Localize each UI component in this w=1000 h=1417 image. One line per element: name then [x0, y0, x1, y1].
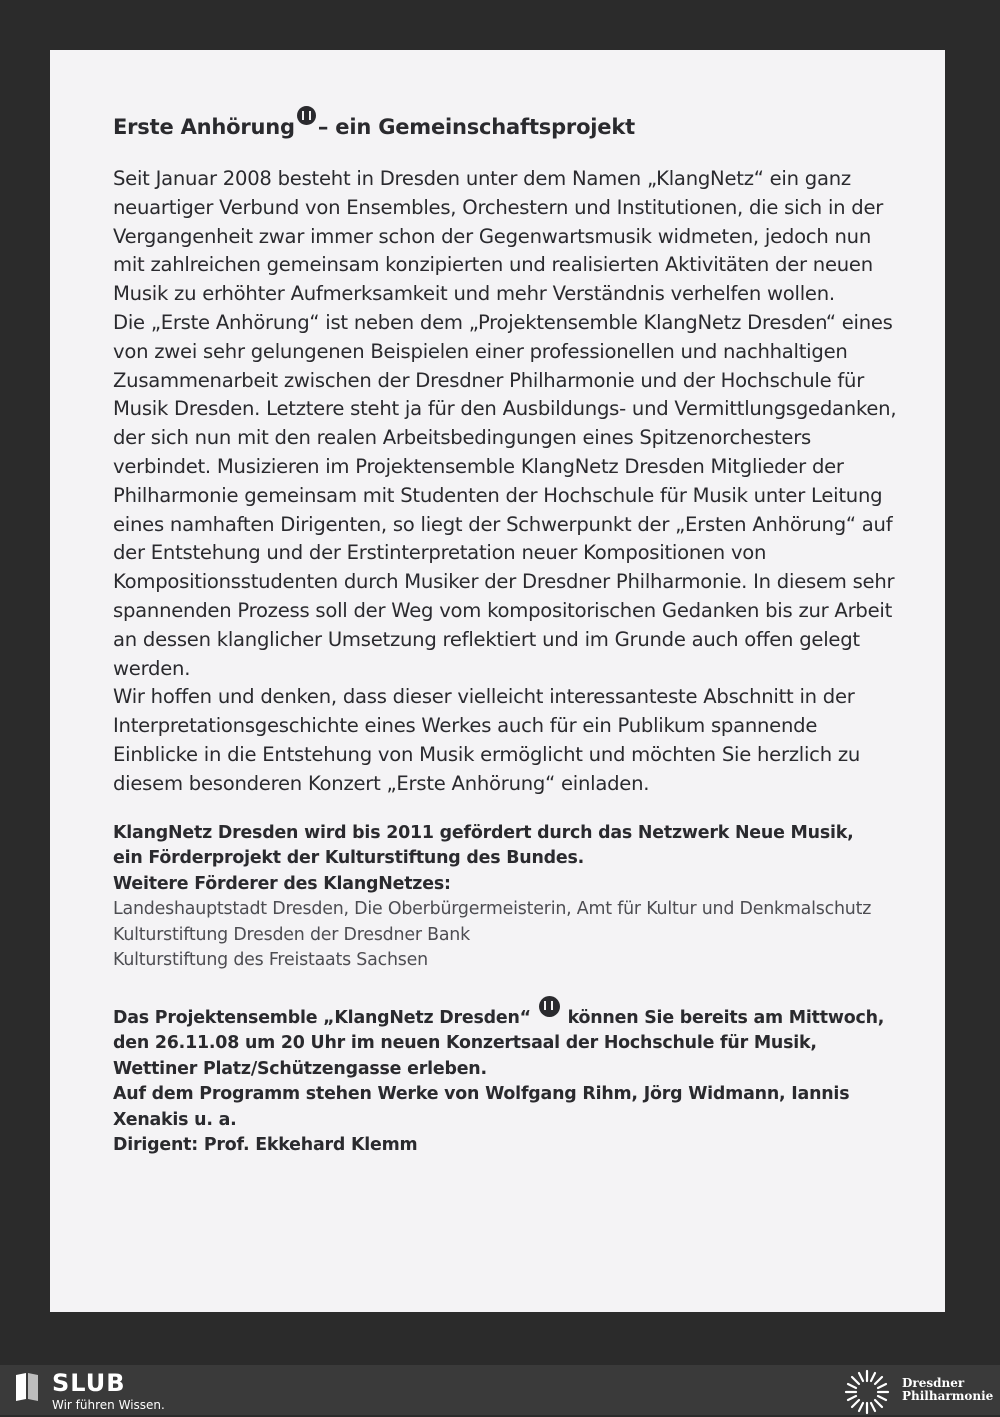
paragraph-collaboration: Die „Erste Anhörung“ ist neben dem „Projektensemble KlangNetz Dresden“ eines von zwei sehr gelungenen Beispielen einer professionellen und nachhaltigen Zusammenarbeit zwischen der Dresdner Philharmonie und der Hochschule für Musik Dresden. Letztere steht ja für den Ausbildungs- und Vermittlungsgedanken, der sich nun mit den realen Arbeitsbedingungen eines Spitzenorchesters verbindet. Musizieren im Projektensemble KlangNetz Dresden Mitglieder der Philharmonie gemeinsam mit Studenten der Hochschule für Musik unter Leitung eines namhaften Dirigenten, so liegt der Schwerpunkt der „Ersten Anhörung“ auf der Entstehung und der Erstinterpretation neuer Kompositionen von Kompositionsstudenten durch Musiker der Dresdner Philharmonie. In diesem sehr spannenden Prozess soll der Weg vom kompositorischen Gedanken bis zur Arbeit an dessen klanglicher Umsetzung reflektiert und im Grunde auch offen gelegt werden.: [113, 310, 897, 680]
document-page: [50, 50, 945, 1312]
title-text: Erste Anhörung: [113, 115, 295, 139]
funder-item: Kulturstiftung Dresden der Dresdner Bank: [113, 924, 470, 945]
klangnetz-logo-icon: [539, 996, 560, 1017]
document-title: [113, 106, 903, 139]
funding-line-2: ein Förderprojekt der Kulturstiftung des Bundes.: [113, 848, 585, 869]
funder-item: Kulturstiftung des Freistaats Sachsen: [113, 950, 428, 971]
footer-bar: [0, 1365, 1000, 1415]
event-conductor: Dirigent: Prof. Ekkehard Klemm: [113, 1135, 418, 1156]
philharmonie-name: [902, 1377, 993, 1403]
philharmonie-logo-icon: [842, 1367, 892, 1417]
funders-heading: Weitere Förderer des KlangNetzes:: [113, 873, 451, 894]
slub-name: SLUB: [52, 1369, 126, 1397]
slub-tagline: Wir führen Wissen.: [52, 1398, 165, 1412]
klangnetz-logo-icon: [297, 106, 316, 125]
slub-book-icon: [14, 1372, 40, 1402]
event-program: Auf dem Programm stehen Werke von Wolfgang Rihm, Jörg Widmann, Iannis Xenakis u. a.: [113, 1084, 850, 1130]
event-details: können Sie bereits am Mittwoch, den 26.11.08 um 20 Uhr im neuen Konzertsaal der Hochschule für Musik, Wettiner Platz/Schützengasse erleben.: [113, 1007, 885, 1079]
event-announcement: [113, 996, 903, 1083]
partner-line-1: Dresdner: [902, 1376, 965, 1390]
paragraph-invitation: Wir hoffen und denken, dass dieser vielleicht interessanteste Abschnitt in der Interpretationsgeschichte eines Werkes auch für ein Publikum spannende Einblicke in die Entstehung von Musik ermöglicht und möchten Sie herzlich zu diesem besonderen Konzert „Erste Anhörung“ einladen.: [113, 685, 861, 795]
document-content: [113, 106, 903, 1159]
paragraph-intro: Seit Januar 2008 besteht in Dresden unter dem Namen „KlangNetz“ ein ganz neuartiger Verbund von Ensembles, Orchestern und Institutionen, die sich in der Vergangenheit zwar immer schon der Gegenwartsmusik widmeten, jedoch nun mit zahlreichen gemeinsam konzipierten und realisierten Aktivitäten der neuen Musik zu erhöhter Aufmerksamkeit und mehr Verständnis verhelfen wollen.: [113, 167, 884, 306]
partner-line-2: Philharmonie: [902, 1389, 994, 1403]
funding-line-1: KlangNetz Dresden wird bis 2011 gefördert durch das Netzwerk Neue Musik,: [113, 822, 854, 843]
funder-item: Landeshauptstadt Dresden, Die Oberbürgermeisterin, Amt für Kultur und Denkmalschutz: [113, 899, 872, 920]
event-ensemble: Das Projektensemble „KlangNetz Dresden“: [113, 1007, 531, 1028]
title-subtitle: – ein Gemeinschaftsprojekt: [317, 115, 635, 139]
